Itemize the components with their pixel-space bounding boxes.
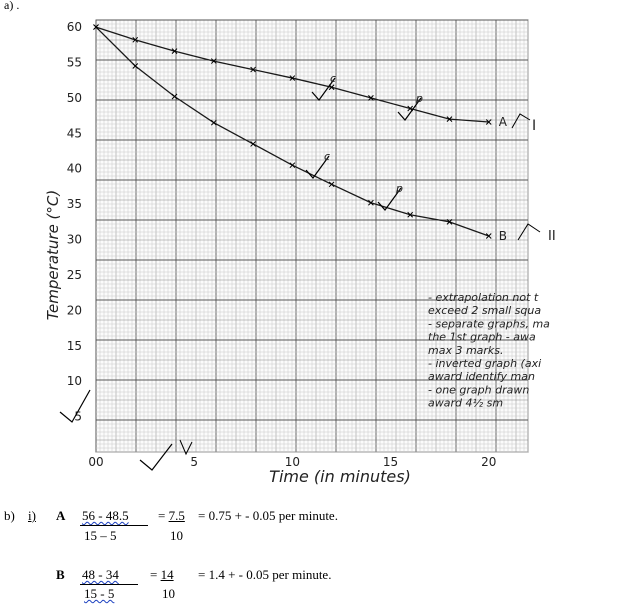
part-b-sub-label: i) (28, 508, 36, 523)
answer-a-frac-numerator: = 7.5 (158, 508, 185, 523)
marker-note-line: award identify man (428, 370, 535, 384)
answer-b-result: = 1.4 + - 0.05 per minute. (198, 567, 332, 582)
answer-a-numerator: 56 - 48.5 (82, 508, 129, 523)
marker-note-line: max 3 marks. (428, 343, 504, 357)
marker-note-line: - separate graphs, ma (428, 317, 550, 331)
y-tick-label: 50 (66, 90, 82, 105)
y-tick-label: 60 (66, 20, 82, 35)
answer-a-frac-denominator: 10 (170, 528, 183, 543)
y-tick-label: 55 (66, 55, 82, 70)
x-tick-label: 5 (190, 455, 199, 469)
y-tick-label: 15 (66, 338, 82, 353)
x-axis-title: Time (in minutes) (269, 467, 411, 486)
marker-note-line: award 4½ sm (428, 396, 504, 410)
part-b-label: b) (4, 508, 15, 523)
answer-b-numerator: 48 - 34 (82, 567, 119, 582)
marker-note-line: - inverted graph (axi (428, 357, 542, 370)
y-axis-title: Temperature (°C) (44, 189, 62, 321)
marker-note-line: - one graph drawn (428, 383, 530, 397)
part-a-label: a) . (4, 0, 20, 12)
answer-b-frac-denominator: 10 (162, 586, 175, 601)
y-tick-label: 10 (66, 374, 82, 389)
y-tick-label: 25 (66, 267, 82, 282)
tick-mark-y-axis (60, 390, 90, 422)
tick-mark-b-c-text: c (324, 150, 331, 163)
marker-note-line: the 1st graph - awa (428, 330, 536, 344)
x-tick-label: 00 (88, 455, 104, 469)
answer-b-frac-numerator: = 14 (150, 567, 174, 582)
y-tick-label: 20 (66, 303, 82, 318)
answer-b-key: B (56, 567, 65, 582)
x-tick-label: 20 (481, 455, 497, 469)
x-tick-label: 10 (284, 455, 301, 469)
marker-note-line: exceed 2 small squa (428, 304, 542, 318)
answer-b-fraction-line (80, 584, 138, 585)
answer-a-denominator: 15 – 5 (84, 528, 117, 543)
tick-mark-b-p-text: p (396, 182, 403, 195)
answer-a-result: = 0.75 + - 0.05 per minute. (198, 508, 338, 523)
roman-numeral-2: II (548, 229, 556, 244)
answer-a-fraction-line (80, 525, 148, 526)
y-tick-label: 30 (66, 232, 82, 247)
answer-b-denominator: 15 - 5 (84, 586, 115, 601)
marker-note-line: - extrapolation not t (428, 291, 539, 304)
x-tick-label: 15 (382, 455, 399, 469)
y-tick-label: 40 (66, 161, 82, 176)
y-tick-label: 5 (74, 409, 82, 424)
y-tick-label: 35 (66, 197, 82, 212)
series-label-b: B (498, 229, 507, 243)
tick-mark-a-c-text: c (330, 72, 337, 85)
tick-mark-a-p-text: p (416, 92, 423, 105)
y-tick-label: 45 (66, 126, 82, 141)
roman-numeral-1: I (532, 118, 537, 134)
answer-a-key: A (56, 508, 66, 523)
series-label-a: A (498, 114, 507, 129)
